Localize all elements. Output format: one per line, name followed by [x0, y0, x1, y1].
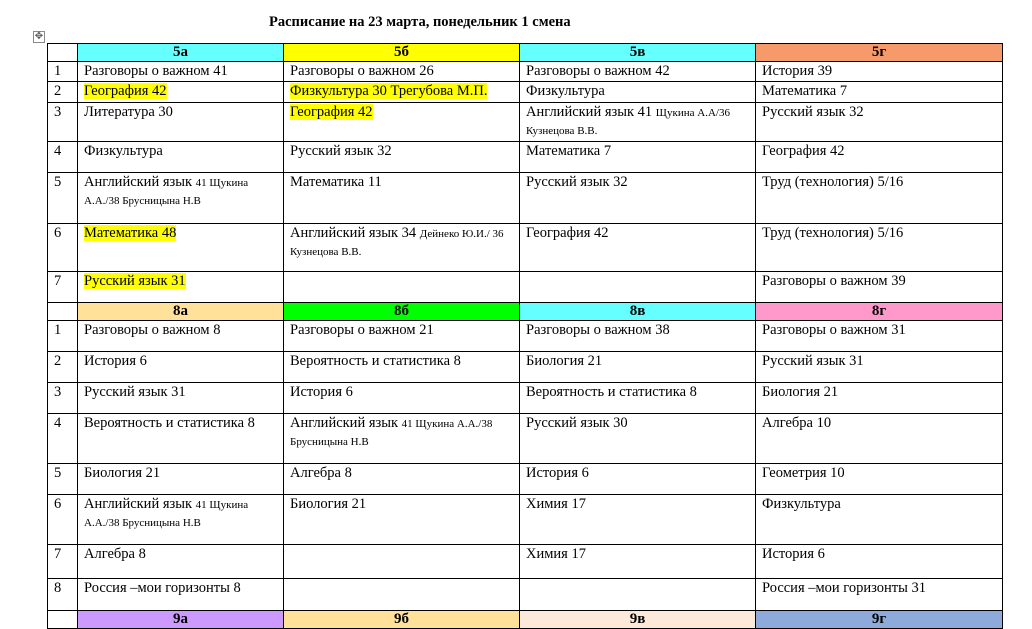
teacher-note: 41 Щукина А.А./38 Брусницына Н.В [84, 177, 249, 207]
lesson-cell [284, 62, 520, 82]
lesson-cell [78, 103, 284, 142]
subject-text: Русский язык 31 [84, 384, 186, 400]
subject-text: Биология 21 [290, 496, 367, 512]
subject-text: Физкультура 30 Трегубова М.П. [290, 83, 488, 99]
lesson-cell [520, 321, 756, 352]
lesson-cell [78, 414, 284, 464]
class-header-8а: 8а [78, 303, 284, 321]
lesson-cell [284, 383, 520, 414]
lesson-number: 8 [48, 579, 78, 611]
lesson-cell [756, 352, 1003, 383]
lesson-cell [78, 545, 284, 579]
subject-text: Английский язык [84, 496, 193, 512]
lesson-cell [520, 414, 756, 464]
lesson-cell [520, 103, 756, 142]
subject-text: История 39 [762, 63, 833, 79]
subject-text: Русский язык 32 [762, 104, 864, 120]
lesson-cell [756, 173, 1003, 224]
subject-text: Разговоры о важном 38 [526, 322, 670, 338]
lesson-cell [284, 352, 520, 383]
subject-text: Английский язык [84, 174, 193, 190]
lesson-cell [284, 82, 520, 103]
lesson-cell [520, 495, 756, 545]
subject-text: Русский язык 32 [290, 143, 392, 159]
lesson-row [48, 579, 1003, 611]
subject-text: История 6 [762, 546, 825, 562]
lesson-cell [520, 82, 756, 103]
lesson-cell [756, 545, 1003, 579]
class-header-8в: 8в [520, 303, 756, 321]
class-header-9г: 9г [756, 611, 1003, 629]
subject-text: Разговоры о важном 26 [290, 63, 434, 79]
lesson-row [48, 495, 1003, 545]
subject-text: География 42 [762, 143, 845, 159]
lesson-row [48, 272, 1003, 303]
subject-text: Алгебра 8 [290, 465, 352, 481]
subject-text: Литература 30 [84, 104, 173, 120]
lesson-number: 1 [48, 62, 78, 82]
subject-text: Разговоры о важном 39 [762, 273, 906, 289]
lesson-row [48, 352, 1003, 383]
lesson-cell [756, 414, 1003, 464]
lesson-cell [284, 321, 520, 352]
class-header-5а: 5а [78, 44, 284, 62]
subject-text: Русский язык 31 [84, 273, 186, 289]
class-header-5в: 5в [520, 44, 756, 62]
subject-text: Физкультура [526, 83, 605, 99]
class-header-row [48, 44, 1003, 62]
lesson-number: 6 [48, 495, 78, 545]
lesson-cell [756, 579, 1003, 611]
lesson-cell [78, 383, 284, 414]
subject-text: Биология 21 [762, 384, 839, 400]
subject-text: Вероятность и статистика 8 [84, 415, 255, 431]
lesson-cell [78, 352, 284, 383]
lesson-number: 7 [48, 545, 78, 579]
subject-text: Английский язык [290, 415, 399, 431]
schedule-table [47, 43, 1003, 629]
subject-text: Математика 11 [290, 174, 382, 190]
subject-text: Русский язык 31 [762, 353, 864, 369]
lesson-cell [520, 142, 756, 173]
lesson-cell [284, 464, 520, 495]
teacher-note: 41 Щукина А.А./38 Брусницына Н.В [290, 418, 493, 448]
lesson-cell [756, 103, 1003, 142]
lesson-cell [78, 173, 284, 224]
lesson-cell [520, 224, 756, 272]
lesson-cell [756, 495, 1003, 545]
class-header-9б: 9б [284, 611, 520, 629]
subject-text: Труд (технология) 5/16 [762, 225, 904, 241]
lesson-cell [78, 579, 284, 611]
subject-text: Вероятность и статистика 8 [290, 353, 461, 369]
lesson-cell [284, 579, 520, 611]
lesson-cell [284, 173, 520, 224]
lesson-cell [284, 224, 520, 272]
subject-text: Русский язык 32 [526, 174, 628, 190]
subject-text: Химия 17 [526, 546, 586, 562]
subject-text: Геометрия 10 [762, 465, 845, 481]
class-header-row [48, 611, 1003, 629]
subject-text: Труд (технология) 5/16 [762, 174, 904, 190]
lesson-number: 4 [48, 142, 78, 173]
subject-text: Россия –мои горизонты 31 [762, 580, 927, 596]
class-header-9в: 9в [520, 611, 756, 629]
lesson-row [48, 142, 1003, 173]
lesson-number: 1 [48, 321, 78, 352]
subject-text: Алгебра 8 [84, 546, 146, 562]
lesson-row [48, 414, 1003, 464]
subject-text: Россия –мои горизонты 8 [84, 580, 241, 596]
lesson-cell [284, 545, 520, 579]
teacher-note: Щукина А.А/36 Кузнецова В.В. [526, 107, 730, 137]
subject-text: Математика 7 [526, 143, 612, 159]
lesson-cell [78, 495, 284, 545]
lesson-cell [284, 103, 520, 142]
subject-text: Физкультура [762, 496, 841, 512]
subject-text: Химия 17 [526, 496, 586, 512]
teacher-note: 41 Щукина А.А./38 Брусницына Н.В [84, 499, 249, 529]
subject-text: Разговоры о важном 8 [84, 322, 221, 338]
subject-text: История 6 [84, 353, 147, 369]
corner-cell [48, 303, 78, 321]
lesson-row [48, 82, 1003, 103]
lesson-row [48, 224, 1003, 272]
teacher-note: Дейнеко Ю.И./ 36 Кузнецова В.В. [290, 228, 504, 258]
lesson-cell [756, 82, 1003, 103]
lesson-cell [78, 321, 284, 352]
subject-text: География 42 [84, 83, 167, 99]
lesson-cell [756, 224, 1003, 272]
lesson-row [48, 62, 1003, 82]
subject-text: Русский язык 30 [526, 415, 628, 431]
lesson-cell [284, 142, 520, 173]
class-header-5г: 5г [756, 44, 1003, 62]
subject-text: Вероятность и статистика 8 [526, 384, 697, 400]
page-title: Расписание на 23 марта, понедельник 1 смена [269, 14, 571, 30]
lesson-cell [78, 62, 284, 82]
lesson-cell [756, 321, 1003, 352]
corner-cell [48, 44, 78, 62]
lesson-number: 7 [48, 272, 78, 303]
lesson-cell [78, 272, 284, 303]
lesson-cell [520, 352, 756, 383]
subject-text: Разговоры о важном 21 [290, 322, 434, 338]
lesson-number: 3 [48, 103, 78, 142]
lesson-number: 4 [48, 414, 78, 464]
corner-cell [48, 611, 78, 629]
lesson-cell [284, 414, 520, 464]
subject-text: География 42 [290, 104, 373, 120]
lesson-cell [756, 464, 1003, 495]
class-header-row [48, 303, 1003, 321]
lesson-cell [756, 272, 1003, 303]
lesson-row [48, 545, 1003, 579]
subject-text: Биология 21 [84, 465, 161, 481]
lesson-cell [520, 383, 756, 414]
subject-text: Физкультура [84, 143, 163, 159]
class-header-8г: 8г [756, 303, 1003, 321]
lesson-row [48, 464, 1003, 495]
lesson-number: 2 [48, 352, 78, 383]
lesson-row [48, 173, 1003, 224]
lesson-cell [78, 224, 284, 272]
subject-text: Английский язык 41 [526, 104, 653, 120]
lesson-cell [756, 62, 1003, 82]
subject-text: История 6 [526, 465, 589, 481]
lesson-row [48, 321, 1003, 352]
lesson-number: 2 [48, 82, 78, 103]
lesson-cell [284, 272, 520, 303]
subject-text: Английский язык 34 [290, 225, 417, 241]
lesson-cell [78, 464, 284, 495]
lesson-number: 5 [48, 464, 78, 495]
lesson-cell [78, 142, 284, 173]
subject-text: Разговоры о важном 31 [762, 322, 906, 338]
lesson-cell [520, 464, 756, 495]
subject-text: Разговоры о важном 42 [526, 63, 670, 79]
lesson-row [48, 383, 1003, 414]
class-header-5б: 5б [284, 44, 520, 62]
lesson-cell [78, 82, 284, 103]
lesson-cell [520, 272, 756, 303]
subject-text: Биология 21 [526, 353, 603, 369]
class-header-9а: 9а [78, 611, 284, 629]
lesson-number: 6 [48, 224, 78, 272]
lesson-row [48, 103, 1003, 142]
subject-text: Математика 7 [762, 83, 848, 99]
lesson-cell [756, 142, 1003, 173]
lesson-cell [520, 173, 756, 224]
lesson-cell [520, 579, 756, 611]
subject-text: География 42 [526, 225, 609, 241]
lesson-cell [520, 62, 756, 82]
lesson-number: 5 [48, 173, 78, 224]
lesson-cell [520, 545, 756, 579]
class-header-8б: 8б [284, 303, 520, 321]
lesson-number: 3 [48, 383, 78, 414]
lesson-cell [284, 495, 520, 545]
subject-text: Разговоры о важном 41 [84, 63, 228, 79]
lesson-cell [756, 383, 1003, 414]
subject-text: История 6 [290, 384, 353, 400]
subject-text: Алгебра 10 [762, 415, 832, 431]
subject-text: Математика 48 [84, 225, 177, 241]
move-handle-icon[interactable]: ✥ [34, 31, 44, 42]
